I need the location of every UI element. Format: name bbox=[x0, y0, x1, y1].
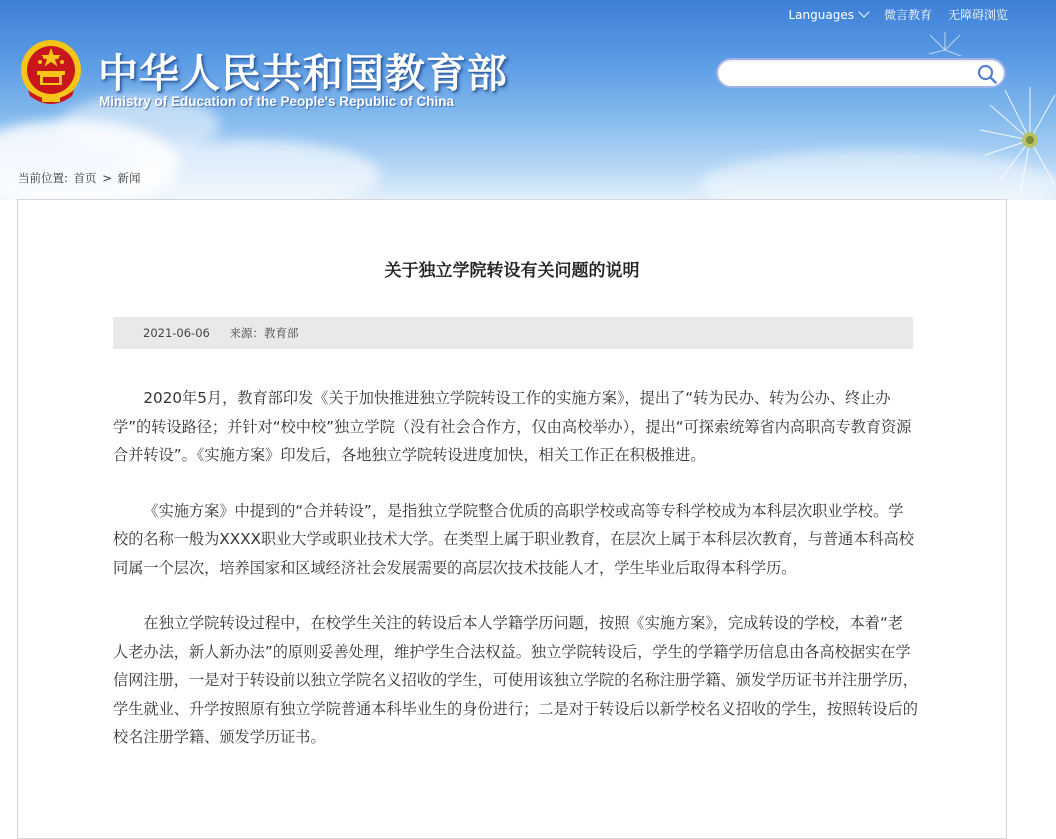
top-links bbox=[772, 6, 1008, 23]
dandelion-decoration bbox=[960, 85, 1056, 200]
accessibility-link[interactable]: 无障碍浏览 bbox=[947, 8, 1008, 22]
article-container bbox=[17, 199, 1007, 839]
languages-link[interactable] bbox=[788, 8, 867, 22]
article-body bbox=[113, 384, 918, 779]
header-banner bbox=[0, 0, 1056, 200]
breadcrumb-news-link[interactable]: 新闻 bbox=[117, 171, 141, 185]
article-title: 关于独立学院转设有关问题的说明 bbox=[384, 261, 640, 281]
article-date: 2021-06-06 bbox=[143, 326, 210, 340]
national-emblem-icon bbox=[18, 38, 84, 110]
article-paragraph: 2020年5月，教育部印发《关于加快推进独立学院转设工作的实施方案》，提出了“转为民办、转为公办、终止办学”的转设路径；并针对“校中校”独立学院（没有社会合作方，仅由高校举办），提出“可探索统筹省内高职高专教育资源合并转设”。《实施方案》印发后，各地独立学院转设进度加快，相关工作正在积极推进。 bbox=[113, 389, 912, 464]
breadcrumb-label: 当前位置: bbox=[18, 171, 68, 185]
site-subtitle: Ministry of Education of the People's Republic of China bbox=[99, 94, 454, 109]
chevron-down-icon bbox=[858, 6, 869, 17]
article-meta-bar bbox=[113, 317, 913, 349]
site-title: 中华人民共和国教育部 bbox=[98, 51, 508, 97]
breadcrumb bbox=[18, 170, 142, 186]
languages-label: Languages bbox=[788, 7, 854, 22]
article-source: 来源：教育部 bbox=[229, 326, 299, 340]
article-paragraph: 在独立学院转设过程中，在校学生关注的转设后本人学籍学历问题，按照《实施方案》，完成转设的学校，本着“老人老办法，新人新办法”的原则妥善处理，维护学生合法权益。独立学院转设后，学生的学籍学历信息由各高校据实在学信网注册，一是对于转设前以独立学院名义招收的学生，可使用该独立学院的名称注册学籍、颁发学历证书并注册学历，学生就业、升学按照原有独立学院普通本科毕业生的身份进行；二是对于转设后以新学校名义招收的学生，按照转设后的校名注册学籍、颁发学历证书。 bbox=[113, 614, 918, 746]
weiyan-education-link[interactable]: 微言教育 bbox=[883, 8, 932, 22]
search-input[interactable] bbox=[728, 63, 972, 85]
search-icon[interactable] bbox=[976, 63, 998, 85]
article-paragraph: 《实施方案》中提到的“合并转设”，是指独立学院整合优质的高职学校或高等专科学校成为本科层次职业学校。学校的名称一般为XXXX职业大学或职业技术大学。在类型上属于职业教育，在层次上属于本科层次教育，与普通本科高校同属一个层次，培养国家和区域经济社会发展需要的高层次技术技能人才，学生毕业后取得本科学历。 bbox=[113, 501, 914, 577]
breadcrumb-separator: > bbox=[102, 171, 112, 185]
search-box bbox=[716, 58, 1006, 88]
breadcrumb-home-link[interactable]: 首页 bbox=[73, 171, 97, 185]
